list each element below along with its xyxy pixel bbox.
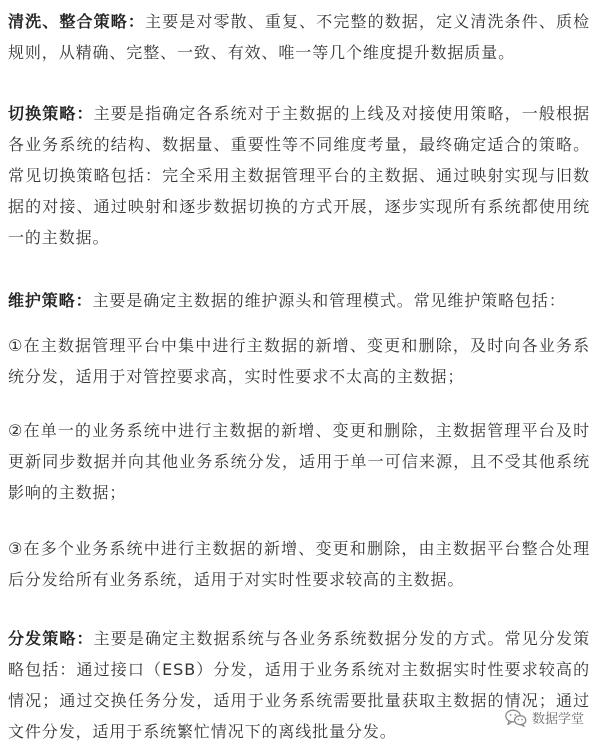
section-text: 主要是确定主数据的维护源头和管理模式。常见维护策略包括： bbox=[92, 291, 566, 310]
section-switching bbox=[8, 98, 590, 253]
section-text: 主要是指确定各系统对于主数据的上线及对接使用策略，一般根据各业务系统的结构、数据量、重要性等不同维度考量，最终确定适合的策略。常见切换策略包括：完全采用主数据管理平台的主数据、通过映射实现与旧数据的对接、通过映射和逐步数据切换的方式开展，逐步实现所有系统都使用统一的主数据。 bbox=[8, 104, 590, 247]
wechat-icon bbox=[505, 709, 527, 727]
watermark bbox=[505, 708, 584, 727]
section-distribution bbox=[8, 623, 590, 747]
section-heading: 切换策略： bbox=[8, 104, 94, 123]
section-cleansing bbox=[8, 6, 590, 68]
list-item: ②在单一的业务系统中进行主数据的新增、变更和删除，主数据管理平台及时更新同步数据并向其他业务系统分发，适用于单一可信来源，且不受其他系统影响的主数据； bbox=[8, 421, 590, 502]
section-text: 主要是确定主数据系统与各业务系统数据分发的方式。常见分发策略包括：通过接口（ESB）分发，适用于业务系统对主数据实时性要求较高的情况；通过交换任务分发，适用于业务系统需要批量获取主数据的情况；通过文件分发，适用于系统繁忙情况下的离线批量分发。 bbox=[8, 629, 590, 741]
list-item: ③在多个业务系统中进行主数据的新增、变更和删除，由主数据平台整合处理后分发给所有业务系统，适用于对实时性要求较高的主数据。 bbox=[8, 539, 590, 589]
section-maintenance bbox=[8, 285, 590, 316]
section-heading: 清洗、整合策略： bbox=[8, 12, 145, 31]
section-text: 主要是对零散、重复、不完整的数据，定义清洗条件、质检规则，从精确、完整、一致、有效、唯一等几个维度提升数据质量。 bbox=[8, 12, 590, 62]
list-item: ①在主数据管理平台中集中进行主数据的新增、变更和删除，及时向各业务系统分发，适用于对管控要求高，实时性要求不太高的主数据； bbox=[8, 336, 590, 386]
watermark-label: 数据学堂 bbox=[531, 712, 584, 727]
section-heading: 分发策略： bbox=[8, 629, 94, 648]
section-heading: 维护策略： bbox=[8, 291, 93, 310]
article-body bbox=[8, 0, 590, 747]
